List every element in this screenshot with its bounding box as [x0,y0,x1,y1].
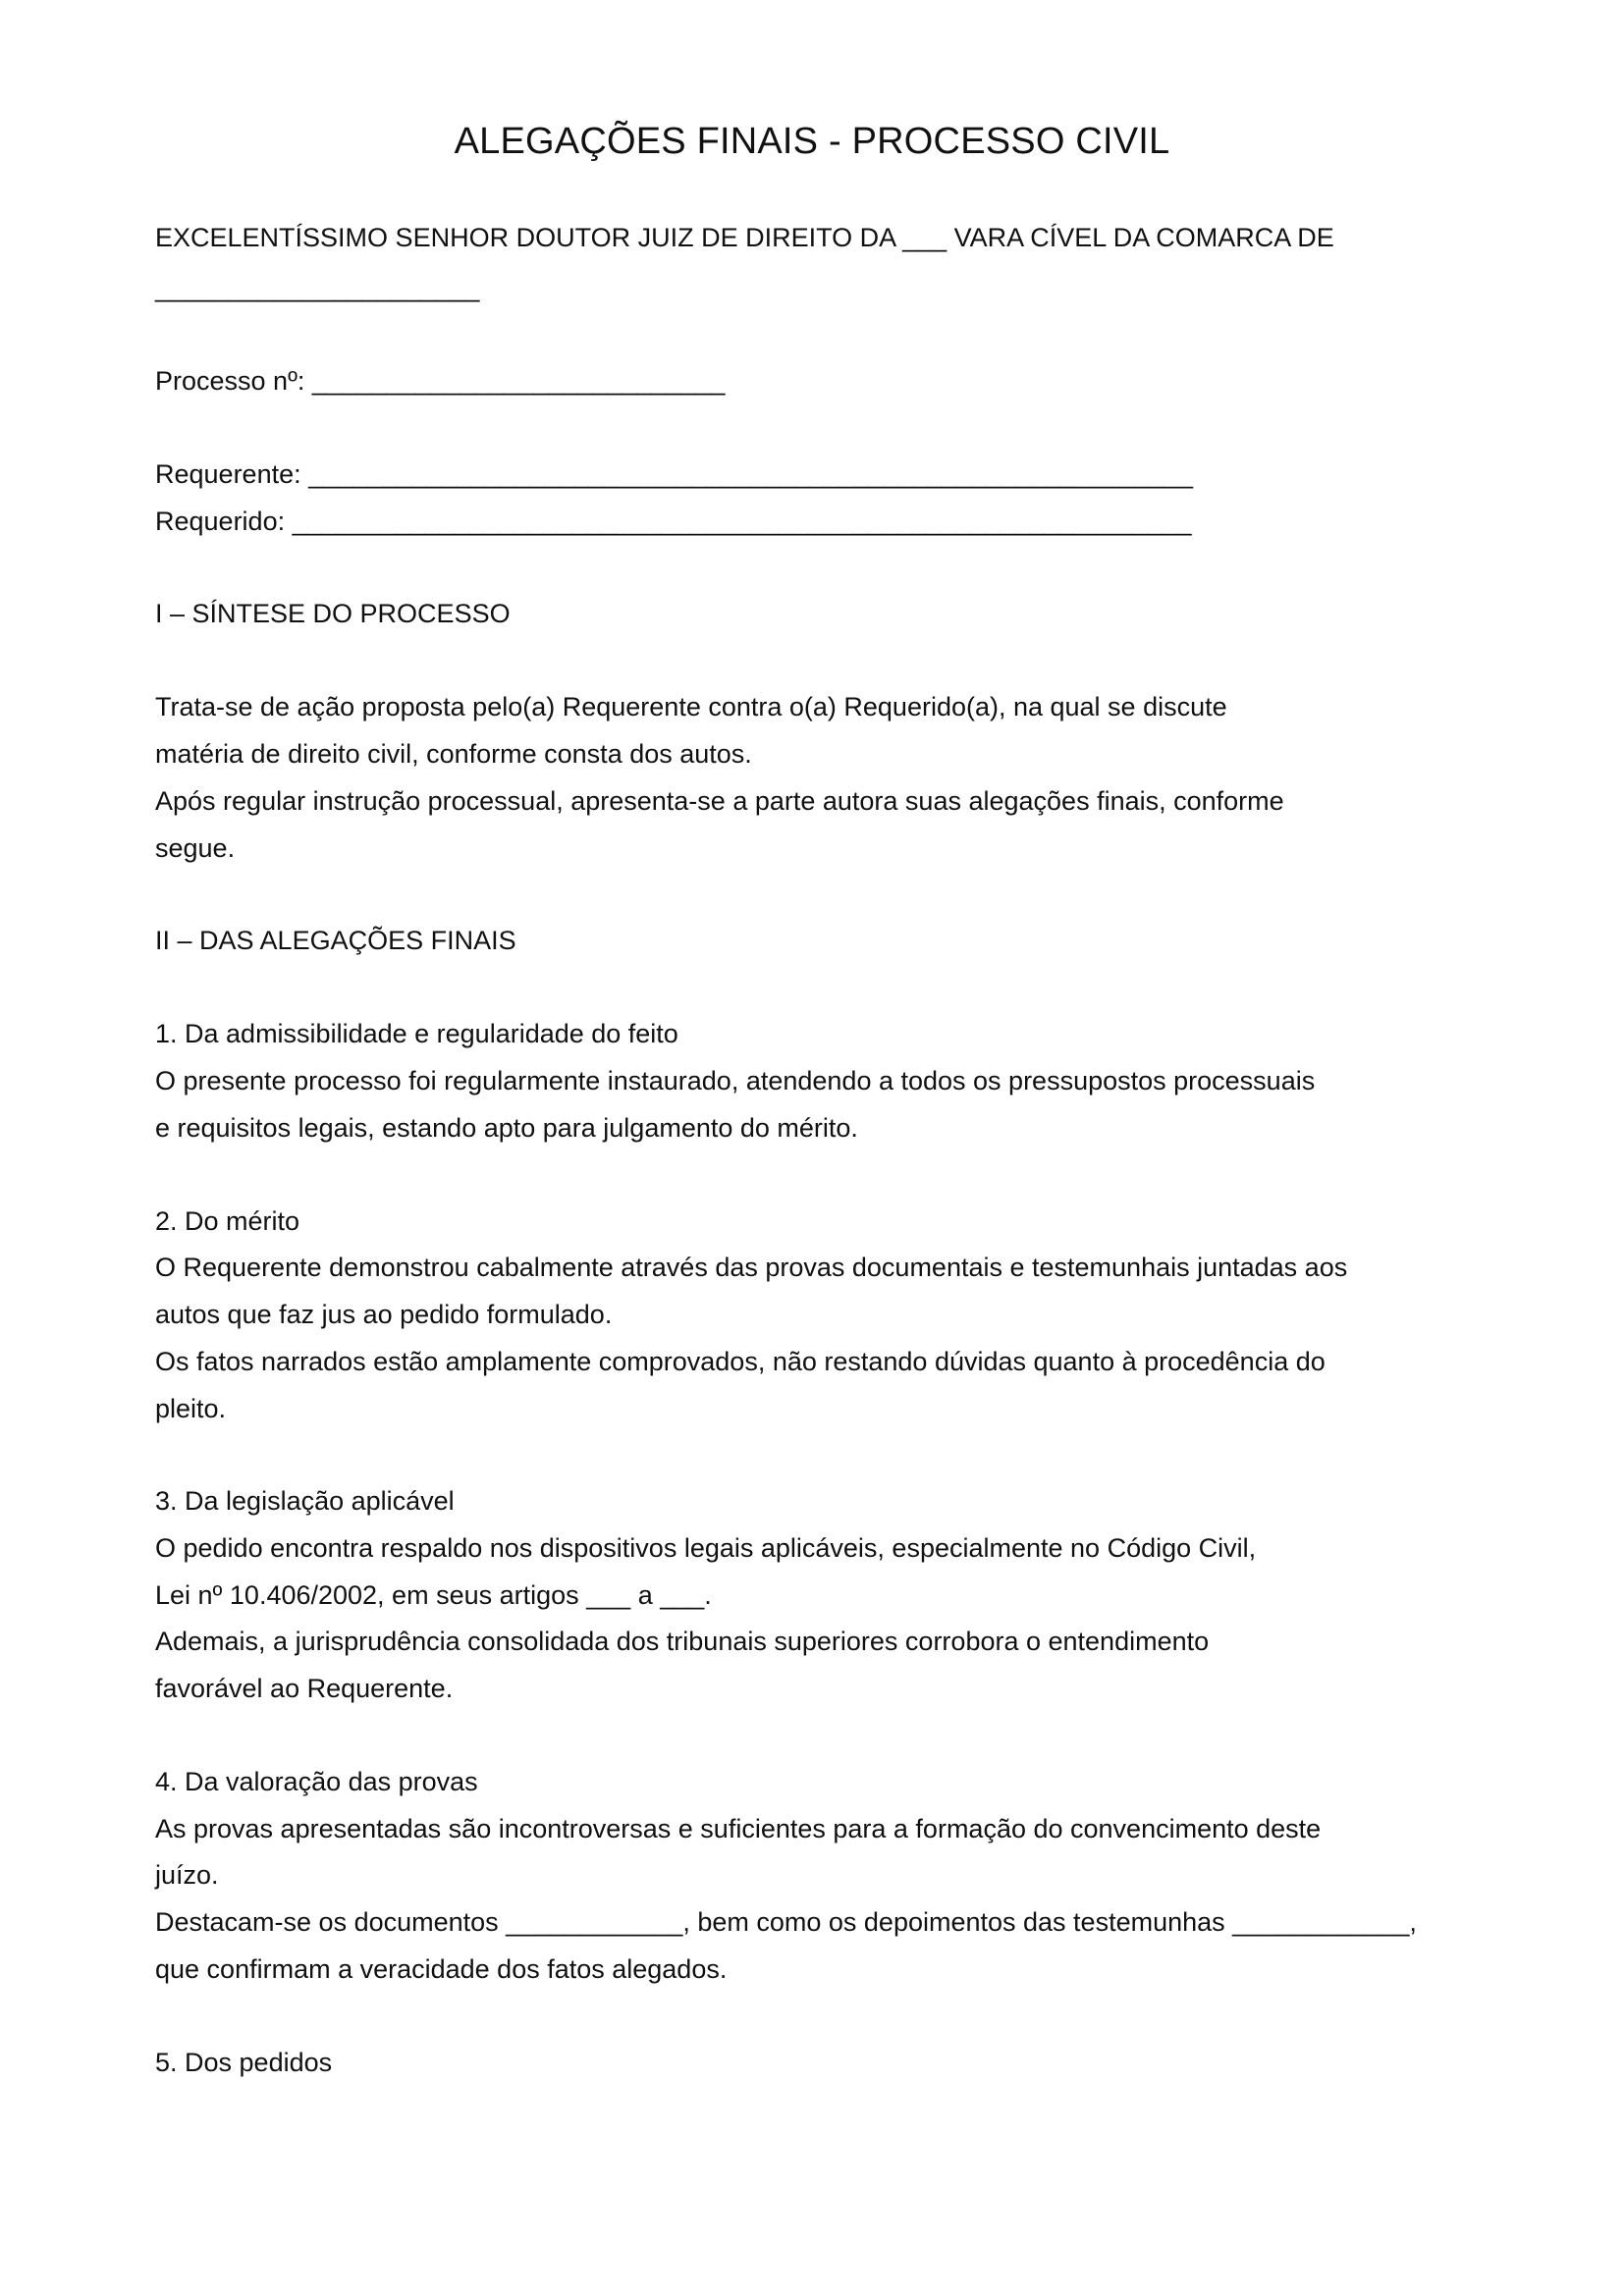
item-4-line: As provas apresentadas são incontroversas e suficientes para a formação do convencimento deste [155,1814,1322,1843]
item-4-line: que confirmam a veracidade dos fatos alegados. [155,1954,728,1984]
section-1-line: matéria de direito civil, conforme consta dos autos. [155,739,752,769]
item-4-heading: 4. Da valoração das provas [155,1767,478,1796]
item-2-line: Os fatos narrados estão amplamente comprovados, não restando dúvidas quanto à procedência do [155,1347,1326,1376]
section-1-heading: I – SÍNTESE DO PROCESSO [155,599,511,628]
item-2-heading: 2. Do mérito [155,1206,300,1236]
item-2-line: autos que faz jus ao pedido formulado. [155,1300,613,1329]
item-1-line: e requisitos legais, estando apto para julgamento do mérito. [155,1113,858,1143]
document-title: ALEGAÇÕES FINAIS - PROCESSO CIVIL [454,121,1170,162]
item-3-line: Ademais, a jurisprudência consolidada dos tribunais superiores corrobora o entendimento [155,1627,1210,1656]
requerente-field: Requerente: ____________________________________________________________ [155,459,1194,489]
requerido-field: Requerido: _____________________________________________________________ [155,507,1192,536]
addressee-line-1: EXCELENTÍSSIMO SENHOR DOUTOR JUIZ DE DIREITO DA ___ VARA CÍVEL DA COMARCA DE [155,223,1334,252]
item-4-line: Destacam-se os documentos ____________, bem como os depoimentos das testemunhas ____________, [155,1907,1417,1937]
section-1-line: Após regular instrução processual, apresenta-se a parte autora suas alegações finais, conforme [155,786,1284,816]
process-number-field: Processo nº: ____________________________ [155,366,726,396]
item-3-heading: 3. Da legislação aplicável [155,1486,455,1516]
section-2-heading: II – DAS ALEGAÇÕES FINAIS [155,926,516,955]
item-1-heading: 1. Da admissibilidade e regularidade do feito [155,1019,678,1048]
item-5-heading: 5. Dos pedidos [155,2048,333,2077]
item-3-line: O pedido encontra respaldo nos dispositivos legais aplicáveis, especialmente no Código Civil, [155,1533,1257,1563]
item-1-line: O presente processo foi regularmente instaurado, atendendo a todos os pressupostos processuais [155,1066,1316,1095]
addressee-line-2: ______________________ [155,273,480,302]
item-2-line: O Requerente demonstrou cabalmente através das provas documentais e testemunhais juntadas aos [155,1253,1348,1282]
item-2-line: pleito. [155,1394,227,1423]
section-1-line: Trata-se de ação proposta pelo(a) Requerente contra o(a) Requerido(a), na qual se discute [155,692,1227,721]
item-4-line: juízo. [155,1860,219,1890]
item-3-line: Lei nº 10.406/2002, em seus artigos ___ a ___. [155,1580,712,1610]
item-3-line: favorável ao Requerente. [155,1674,454,1703]
section-1-line: segue. [155,833,236,863]
